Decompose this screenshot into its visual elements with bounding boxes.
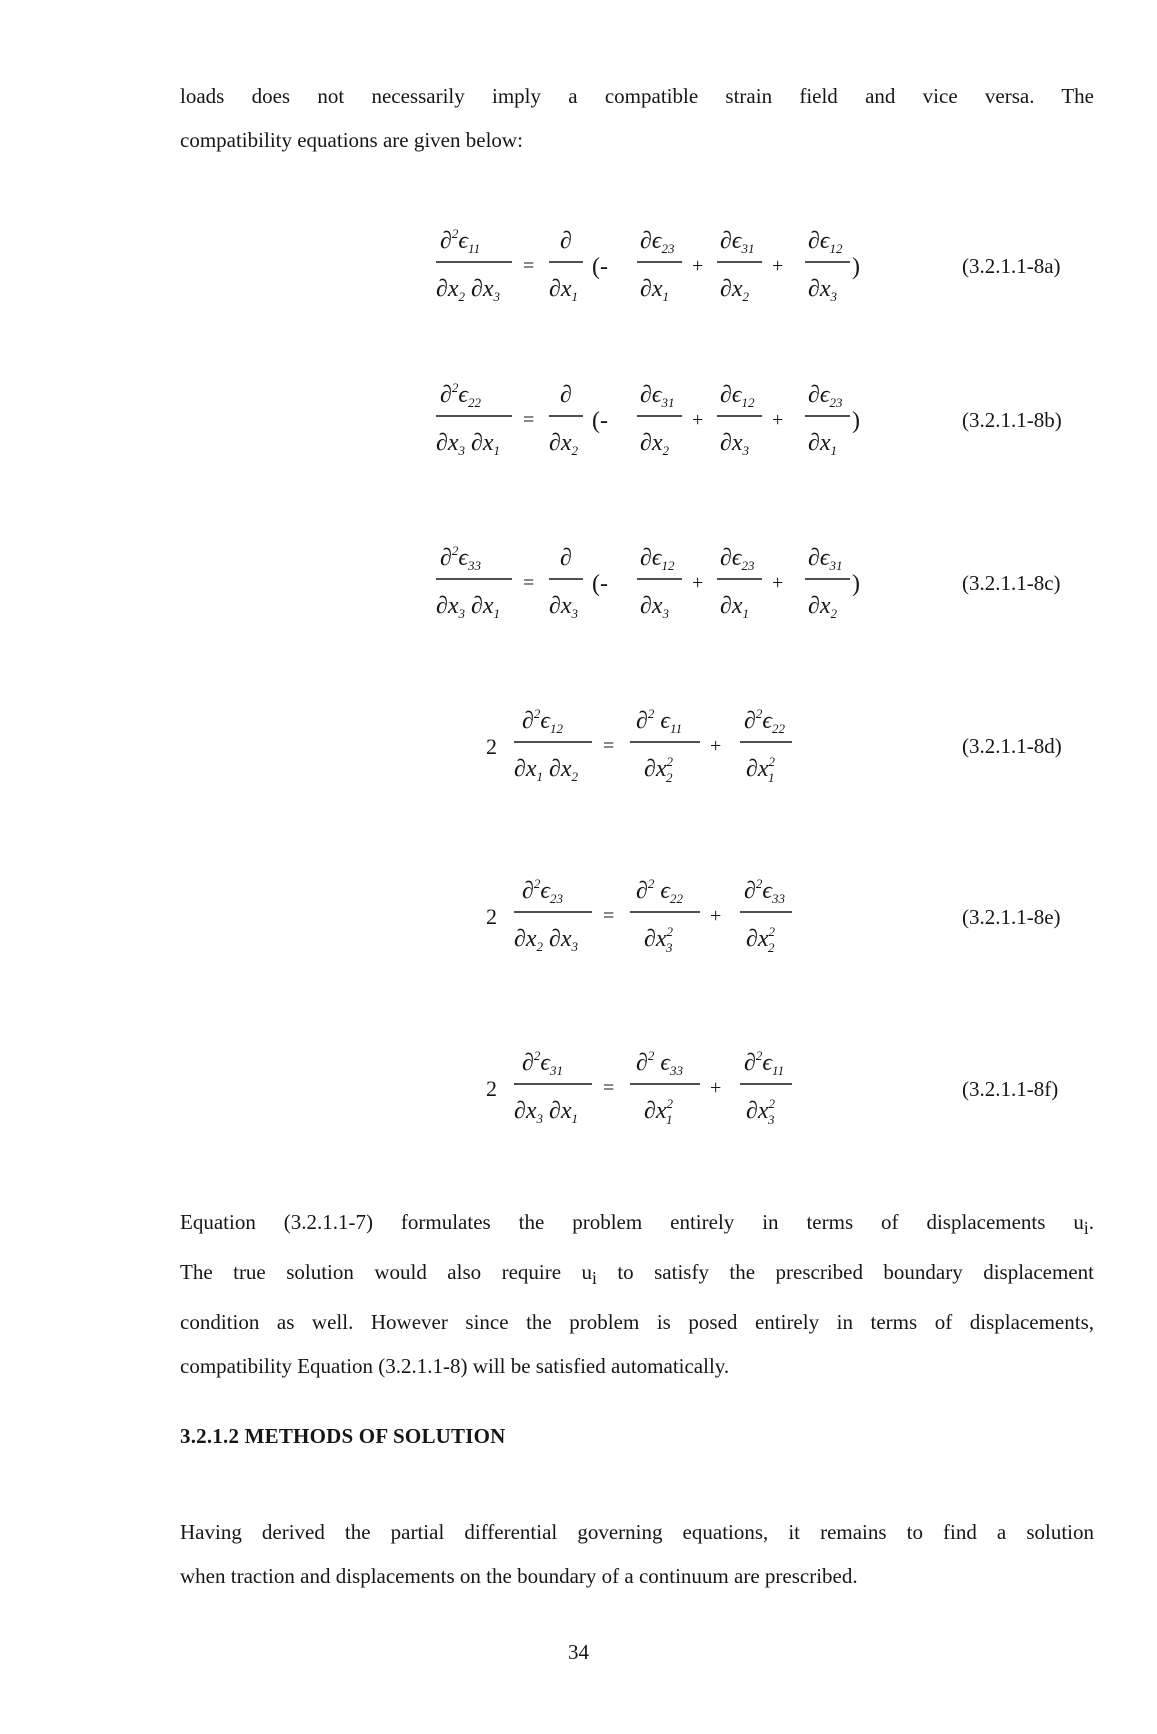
svg-text:): ) (852, 408, 860, 434)
svg-text:∂x2: $\partial x_2$ (808, 593, 838, 621)
para3-line-1: Having derived the partial differential governing equations, it remains to find a solution (180, 1520, 1094, 1544)
svg-text:∂2 ϵ11: ∂$^2$ $\epsilon_{11}$ (636, 706, 683, 736)
equation-8b (436, 380, 860, 458)
svg-text:∂x3: $\partial x_3$ (549, 593, 579, 621)
section-heading: 3.2.1.2 METHODS OF SOLUTION (180, 1424, 506, 1448)
page-number: 34 (568, 1640, 589, 1664)
svg-text:(-: (- (592, 408, 608, 434)
svg-text:∂2ϵ33: $\partial^2\epsilon_{33}$ (440, 543, 482, 573)
svg-text:∂2ϵ23: $\partial^2\epsilon_{23}$ (522, 876, 564, 906)
svg-text:∂: ∂ (560, 228, 572, 254)
svg-text:+: + (710, 1077, 722, 1099)
svg-text:∂x1: $\partial x_1$ (720, 593, 750, 621)
svg-text:(-: (- (592, 571, 608, 597)
svg-text:∂ϵ31: $\partial\epsilon_{31}$ (720, 228, 755, 256)
svg-text:∂2ϵ12: $\partial^2\epsilon_{12}$ (522, 706, 564, 736)
svg-text:∂x3: $\partial x_3$ (808, 276, 838, 304)
equation-label-8a: (3.2.1.1-8a) (962, 254, 1061, 278)
body-paragraph-2 (180, 1200, 1094, 1388)
svg-text:∂ϵ12: $\partial\epsilon_{12}$ (720, 382, 755, 410)
svg-text:∂x23: $\partial x^2$ 3 (746, 1096, 776, 1127)
para2-line-2: The true solution would also require $u_i$ to satisfy the prescribed boundary displacement (180, 1260, 1094, 1289)
svg-text:=: = (523, 572, 535, 594)
svg-text:+: + (772, 255, 784, 277)
svg-text:∂x3 ∂x1: $\partial x_3$ $\partial x_1$ (436, 430, 501, 458)
svg-text:∂ϵ31: $\partial\epsilon_{31}$ (808, 545, 843, 573)
svg-text:∂x3 ∂x1: $\partial x_3$ $\partial x_1$ (514, 1098, 579, 1126)
intro-line-1: loads does not necessarily imply a compatible strain field and vice versa. The (180, 84, 1094, 108)
svg-text:∂x2 ∂x3: $\partial x_2$ $\partial x_3$ (514, 926, 579, 954)
svg-text:∂: ∂ (560, 545, 572, 571)
svg-text:∂x23: $\partial x^2$ 3 (644, 924, 674, 955)
equation-8a (436, 226, 860, 304)
svg-text:∂ϵ23: $\partial\epsilon_{23}$ (640, 228, 675, 256)
svg-text:): ) (852, 254, 860, 280)
svg-text:+: + (772, 572, 784, 594)
svg-text:∂2ϵ31: $\partial^2\epsilon_{31}$ (522, 1048, 564, 1078)
equation-8c (436, 543, 860, 621)
svg-text:): ) (852, 571, 860, 597)
svg-text:=: = (523, 255, 535, 277)
svg-text:∂x1 ∂x2: $\partial x_1$ $\partial x_2$ (514, 756, 579, 784)
svg-text:=: = (523, 409, 535, 431)
svg-text:∂x22: $\partial x^2$ 2 (746, 924, 776, 955)
svg-text:∂x22: $\partial x^2$ 2 (644, 754, 674, 785)
svg-text:∂2ϵ22: $\partial^2\epsilon_{22}$ (440, 380, 482, 410)
equation-label-8d: (3.2.1.1-8d) (962, 734, 1062, 758)
svg-text:∂x3: $\partial x_3$ (640, 593, 670, 621)
body-paragraph-3 (180, 1510, 1094, 1598)
svg-text:(-: (- (592, 254, 608, 280)
svg-text:2: 2 (486, 1076, 497, 1101)
equation-8d (486, 706, 792, 785)
svg-text:=: = (603, 735, 615, 757)
svg-text:∂ϵ12: $\partial\epsilon_{12}$ (808, 228, 843, 256)
equation-label-8c: (3.2.1.1-8c) (962, 571, 1061, 595)
equation-label-8e: (3.2.1.1-8e) (962, 905, 1061, 929)
svg-text:∂x2 ∂x3: $\partial x_2$ $\partial x_3$ (436, 276, 501, 304)
svg-text:+: + (692, 572, 704, 594)
svg-text:∂x1: $\partial x_1$ (808, 430, 838, 458)
svg-text:∂x2: $\partial x_2$ (640, 430, 670, 458)
svg-text:∂2 ϵ33: ∂$^2$ $\epsilon_{33}$ (636, 1048, 684, 1078)
svg-text:∂x21: $\partial x^2$ 1 (746, 754, 776, 785)
svg-text:∂ϵ23: $\partial\epsilon_{23}$ (808, 382, 843, 410)
svg-text:∂2 ϵ22: ∂$^2$ $\epsilon_{22}$ (636, 876, 684, 906)
svg-text:∂x1: $\partial x_1$ (640, 276, 670, 304)
svg-text:∂x21: $\partial x^2$ 1 (644, 1096, 674, 1127)
equation-8e (486, 876, 792, 955)
svg-text:∂ϵ31: $\partial\epsilon_{31}$ (640, 382, 675, 410)
intro-line-2: compatibility equations are given below: (180, 128, 523, 152)
svg-text:=: = (603, 1077, 615, 1099)
equation-label-8f: (3.2.1.1-8f) (962, 1077, 1059, 1101)
svg-text:+: + (772, 409, 784, 431)
para2-line-1: Equation (3.2.1.1-7) formulates the problem entirely in terms of displacements $u_i$. (180, 1210, 1094, 1239)
svg-text:∂: ∂ (560, 382, 572, 408)
svg-text:+: + (692, 255, 704, 277)
svg-text:∂x1: $\partial x_1$ (549, 276, 579, 304)
para2-line-4: compatibility Equation (3.2.1.1-8) will be satisfied automatically. (180, 1354, 730, 1379)
svg-text:∂x2: $\partial x_2$ (720, 276, 750, 304)
svg-text:2: 2 (486, 904, 497, 929)
svg-text:∂2ϵ11: $\partial^2\epsilon_{11}$ (744, 1048, 785, 1078)
svg-text:∂x3 ∂x1: $\partial x_3$ $\partial x_1$ (436, 593, 501, 621)
equation-8f (486, 1048, 792, 1127)
svg-text:2: 2 (486, 734, 497, 759)
svg-text:∂ϵ23: $\partial\epsilon_{23}$ (720, 545, 755, 573)
svg-text:∂2ϵ22: $\partial^2\epsilon_{22}$ (744, 706, 786, 736)
svg-text:+: + (710, 735, 722, 757)
equation-label-8b: (3.2.1.1-8b) (962, 408, 1062, 432)
svg-text:∂ϵ12: $\partial\epsilon_{12}$ (640, 545, 675, 573)
para3-line-2: when traction and displacements on the boundary of a continuum are prescribed. (180, 1564, 858, 1588)
svg-text:+: + (692, 409, 704, 431)
svg-text:+: + (710, 905, 722, 927)
svg-text:∂2ϵ11: $\partial^2\epsilon_{11}$ (440, 226, 481, 256)
svg-text:∂x3: $\partial x_3$ (720, 430, 750, 458)
svg-text:∂x2: $\partial x_2$ (549, 430, 579, 458)
svg-text:∂2ϵ33: $\partial^2\epsilon_{33}$ (744, 876, 786, 906)
svg-text:=: = (603, 905, 615, 927)
para2-line-3: condition as well. However since the problem is posed entirely in terms of displacements, (180, 1310, 1094, 1335)
